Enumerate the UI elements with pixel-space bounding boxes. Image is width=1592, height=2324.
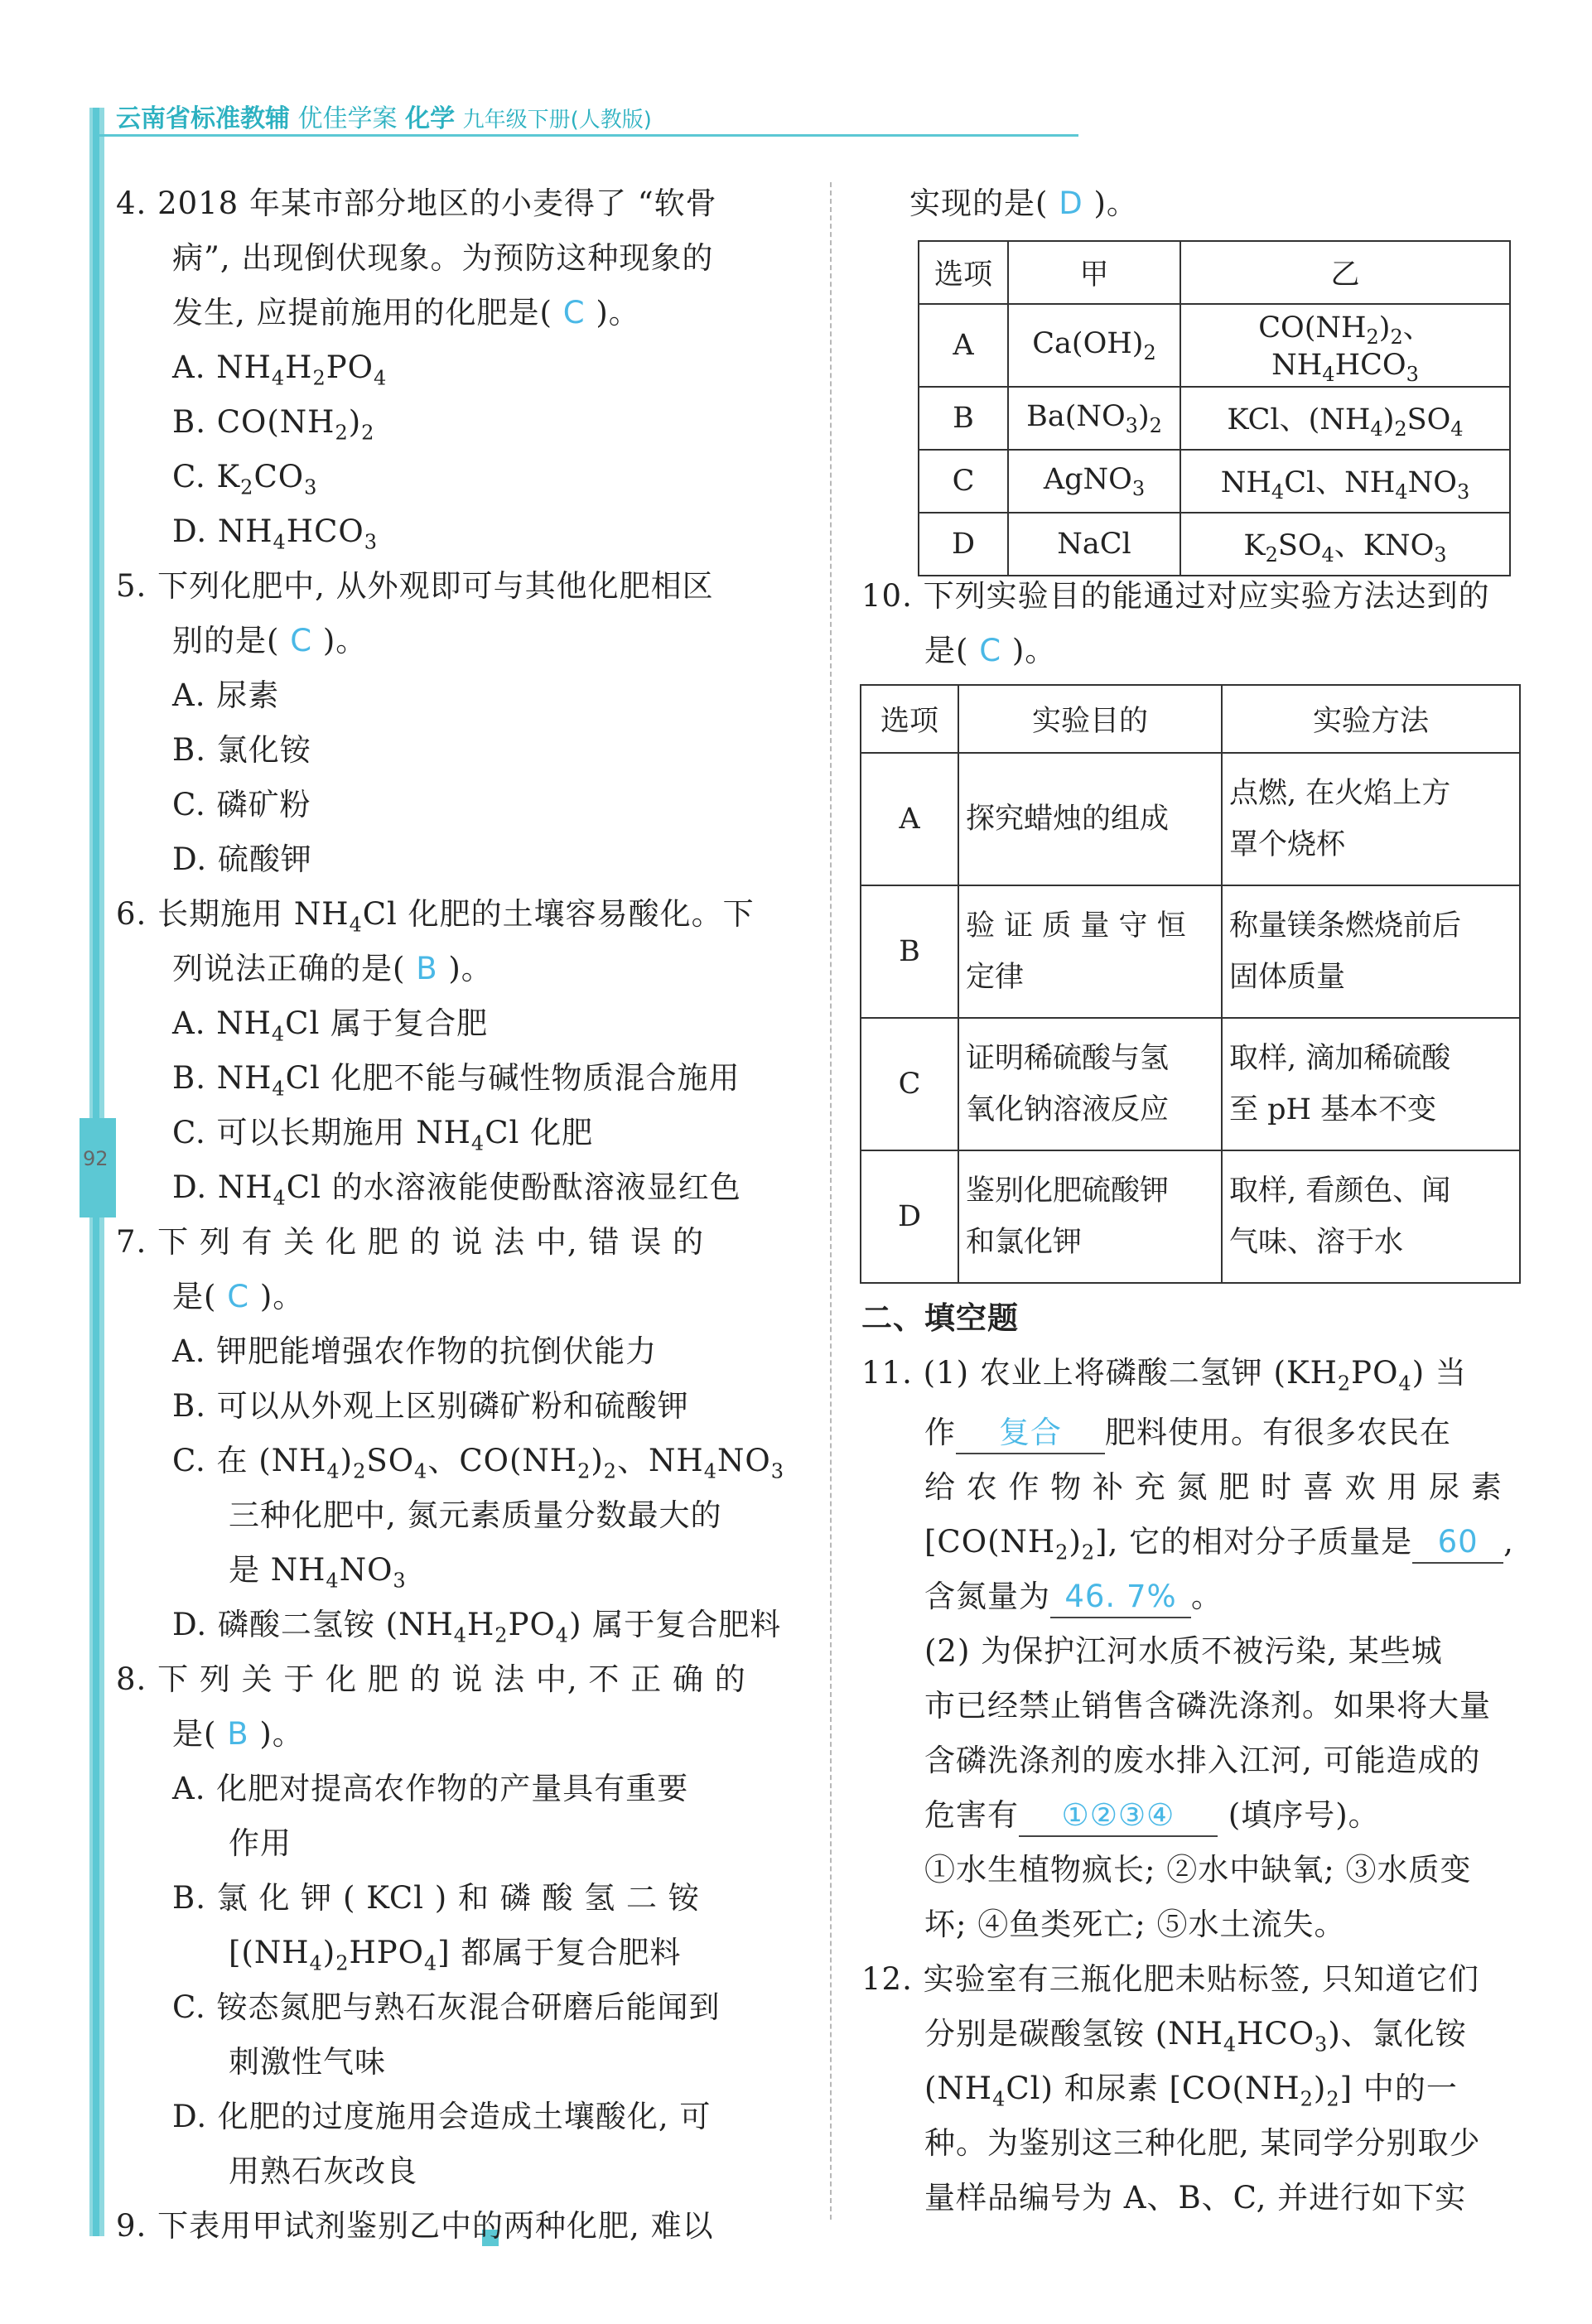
q7-option-d: D. 磷酸二氢铵 $(NH_4H_2PO_4)$ 属于复合肥料 — [172, 1607, 782, 1647]
q6-option-c: C. 可以长期施用 $NH_4Cl$ 化肥 — [172, 1115, 594, 1155]
q4-line-3: 发生, 应提前施用的化肥是( C )。 — [172, 295, 640, 330]
q5-line-1: 5. 下列化肥中, 从外观即可与其他化肥相区 — [116, 568, 714, 604]
q12-line-1: 12. 实验室有三瓶化肥未贴标签, 只知道它们 — [861, 1961, 1480, 1997]
q9-header-jia: 甲 — [1008, 241, 1180, 304]
q11-line-2: 作 复合 肥料使用。有很多农民在 — [924, 1413, 1451, 1454]
q10-cell-goal: 验 证 质 量 守 恒 定律 — [958, 885, 1222, 1018]
q11-blank-2[interactable]: 60 — [1412, 1522, 1503, 1564]
q7-answer: C — [227, 1279, 250, 1314]
q9-cell-yi: $K_2SO_4$、$KNO_3$ — [1180, 513, 1510, 576]
q11-line-4: $[CO(NH_2)_2]$, 它的相对分子质量是 60 , — [924, 1524, 1514, 1565]
q8-answer: B — [227, 1716, 249, 1752]
table-row — [919, 387, 1510, 450]
q7-option-c-line-2: 三种化肥中, 氮元素质量分数最大的 — [229, 1497, 722, 1533]
table-row — [861, 1018, 1520, 1150]
q8-line-2: 是( B )。 — [172, 1716, 304, 1752]
q9-cell-jia: NaCl — [1008, 513, 1180, 576]
q10-cell-method: 取样, 滴加稀硫酸 至 pH 基本不变 — [1222, 1018, 1520, 1150]
table-row — [861, 885, 1520, 1018]
q11-line-10: ①水生植物疯长; ②水中缺氧; ③水质变 — [924, 1852, 1472, 1888]
q9-table-header — [919, 241, 1510, 304]
q9-cell-jia: $Ba(NO_3)_2$ — [1008, 387, 1180, 450]
q7-option-c: C. 在 $(NH_4)_2SO_4$、$CO(NH_2)_2$、$NH_4NO_3$ — [172, 1443, 784, 1483]
q8-option-b-line-2: $[(NH_4)_2HPO_4]$ 都属于复合肥料 — [229, 1935, 682, 1975]
q8-option-d: D. 化肥的过度施用会造成土壤酸化, 可 — [172, 2099, 712, 2134]
q10-cell-method: 称量镁条燃烧前后 固体质量 — [1222, 885, 1520, 1018]
q10-table-header — [861, 685, 1520, 753]
header-subject: 化学 — [405, 104, 456, 133]
q9-line-2: 实现的是( D )。 — [909, 186, 1138, 221]
q9-line-1: 9. 下表用甲试剂鉴别乙中的两种化肥, 难以 — [116, 2208, 714, 2244]
column-divider — [830, 182, 832, 2220]
q10-row-option: C — [861, 1018, 958, 1150]
table-row — [919, 513, 1510, 576]
q8-option-c-line-2: 刺激性气味 — [229, 2044, 386, 2080]
page-number: 92 — [83, 1147, 109, 1170]
q10-header-option: 选项 — [861, 685, 958, 753]
q11-blank-3[interactable]: 46. 7% — [1050, 1577, 1191, 1618]
q6-option-a: A. $NH_4Cl$ 属于复合肥 — [172, 1005, 489, 1046]
q9-table — [918, 240, 1511, 576]
q12-line-5: 量样品编号为 A、B、C, 并进行如下实 — [924, 2180, 1467, 2216]
header-series: 云南省标准教辅 — [116, 104, 290, 133]
q5-option-a: A. 尿素 — [172, 677, 280, 713]
q10-header-goal: 实验目的 — [958, 685, 1222, 753]
q9-row-option: B — [919, 387, 1008, 450]
q7-line-1: 7. 下 列 有 关 化 肥 的 说 法 中, 错 误 的 — [116, 1224, 704, 1260]
q5-option-b: B. 氯化铵 — [172, 732, 311, 768]
q9-cell-jia: $Ca(OH)_2$ — [1008, 304, 1180, 387]
q7-option-c-line-3: 是 $NH_4NO_3$ — [229, 1552, 407, 1593]
q8-option-d-line-2: 用熟石灰改良 — [229, 2153, 417, 2189]
q4-option-d: D. $NH_4HCO_3$ — [172, 513, 378, 554]
q11-line-8: 含磷洗涤剂的废水排入江河, 可能造成的 — [924, 1743, 1481, 1778]
q8-option-b: B. 氯 化 钾 ( KCl ) 和 磷 酸 氢 二 铵 — [172, 1880, 700, 1916]
q11-line-1: 11. (1) 农业上将磷酸二氢钾 $(KH_2PO_4)$ 当 — [861, 1355, 1467, 1396]
q11-line-9: 危害有 ①②③④ (填序号)。 — [924, 1796, 1380, 1837]
q6-option-b: B. $NH_4Cl$ 化肥不能与碱性物质混合施用 — [172, 1060, 741, 1101]
q5-option-d: D. 硫酸钾 — [172, 841, 312, 877]
q12-line-4: 种。为鉴别这三种化肥, 某同学分别取少 — [924, 2125, 1481, 2161]
q9-cell-jia: AgNO$_3$ — [1008, 450, 1180, 513]
q10-row-option: A — [861, 753, 958, 885]
q9-row-option: D — [919, 513, 1008, 576]
q11-blank-1[interactable]: 复合 — [956, 1413, 1105, 1454]
table-row — [919, 304, 1510, 387]
q4-option-b: B. $CO(NH_2)_2$ — [172, 404, 375, 445]
q10-line-2: 是( C )。 — [924, 633, 1057, 668]
q10-row-option: D — [861, 1150, 958, 1283]
q10-header-method: 实验方法 — [1222, 685, 1520, 753]
q10-cell-goal: 证明稀硫酸与氢 氧化钠溶液反应 — [958, 1018, 1222, 1150]
q11-line-7: 市已经禁止销售含磷洗涤剂。如果将大量 — [924, 1688, 1491, 1724]
q10-cell-method: 取样, 看颜色、闻 气味、溶于水 — [1222, 1150, 1520, 1283]
section-title: 二、填空题 — [861, 1300, 1019, 1336]
table-row — [861, 1150, 1520, 1283]
q7-line-2: 是( C )。 — [172, 1279, 305, 1314]
q9-row-option: C — [919, 450, 1008, 513]
q11-line-3: 给 农 作 物 补 充 氮 肥 时 喜 欢 用 尿 素 — [924, 1469, 1503, 1505]
q10-line-1: 10. 下列实验目的能通过对应实验方法达到的 — [861, 578, 1490, 614]
q6-option-d: D. $NH_4Cl$ 的水溶液能使酚酞溶液显红色 — [172, 1169, 741, 1210]
q5-answer: C — [290, 623, 313, 658]
q7-option-b: B. 可以从外观上区别磷矿粉和硫酸钾 — [172, 1388, 689, 1424]
q9-header-option: 选项 — [919, 241, 1008, 304]
q9-cell-yi: KCl、$(NH_4)_2SO_4$ — [1180, 387, 1510, 450]
q8-line-1: 8. 下 列 关 于 化 肥 的 说 法 中, 不 正 确 的 — [116, 1661, 746, 1697]
header-book: 优佳学案 — [297, 104, 398, 133]
q6-line-1: 6. 长期施用 $NH_4Cl$ 化肥的土壤容易酸化。下 — [116, 896, 755, 937]
q4-option-a: A. $NH_4H_2PO_4$ — [172, 350, 388, 390]
q8-option-a: A. 化肥对提高农作物的产量具有重要 — [172, 1771, 689, 1806]
q4-line-2: 病”, 出现倒伏现象。为预防这种现象的 — [172, 240, 714, 276]
q9-header-yi: 乙 — [1180, 241, 1510, 304]
q11-line-5: 含氮量为 46. 7% 。 — [924, 1577, 1223, 1618]
q4-answer: C — [562, 295, 586, 330]
q4-line-1: 4. 2018 年某市部分地区的小麦得了 “软骨 — [116, 186, 717, 221]
q10-row-option: B — [861, 885, 958, 1018]
q12-line-3: $(NH_4Cl)$ 和尿素 $[CO(NH_2)_2]$ 中的一 — [924, 2071, 1458, 2111]
q6-answer: B — [416, 951, 438, 986]
q7-option-a: A. 钾肥能增强农作物的抗倒伏能力 — [172, 1333, 658, 1369]
q10-table — [860, 684, 1521, 1284]
table-row — [919, 450, 1510, 513]
q10-cell-goal: 鉴别化肥硫酸钾 和氯化钾 — [958, 1150, 1222, 1283]
q10-cell-method: 点燃, 在火焰上方 罩个烧杯 — [1222, 753, 1520, 885]
q8-option-a-line-2: 作用 — [229, 1825, 292, 1861]
q8-option-c: C. 铵态氮肥与熟石灰混合研磨后能闻到 — [172, 1989, 721, 2025]
q11-line-11: 坏; ④鱼类死亡; ⑤水土流失。 — [924, 1907, 1346, 1942]
q5-option-c: C. 磷矿粉 — [172, 787, 311, 822]
q11-line-6: (2) 为保护江河水质不被污染, 某些城 — [924, 1633, 1443, 1669]
q9-cell-yi: $CO(NH_2)_2$、$NH_4HCO_3$ — [1180, 304, 1510, 387]
table-row — [861, 753, 1520, 885]
q9-cell-yi: $NH_4Cl$、$NH_4NO_3$ — [1180, 450, 1510, 513]
q10-cell-goal: 探究蜡烛的组成 — [958, 753, 1222, 885]
q4-option-c: C. $K_2CO_3$ — [172, 459, 318, 499]
q9-row-option: A — [919, 304, 1008, 387]
q12-line-2: 分别是碳酸氢铵 $(NH_4HCO_3)$、氯化铵 — [924, 2016, 1467, 2056]
header-grade: 九年级下册(人教版) — [462, 108, 652, 133]
page-header — [116, 98, 652, 134]
q11-blank-4[interactable]: ①②③④ — [1019, 1796, 1218, 1837]
q6-line-2: 列说法正确的是( B )。 — [172, 951, 493, 986]
q10-answer: C — [979, 633, 1002, 668]
q9-answer: D — [1059, 186, 1083, 221]
q5-line-2: 别的是( C )。 — [172, 623, 368, 658]
